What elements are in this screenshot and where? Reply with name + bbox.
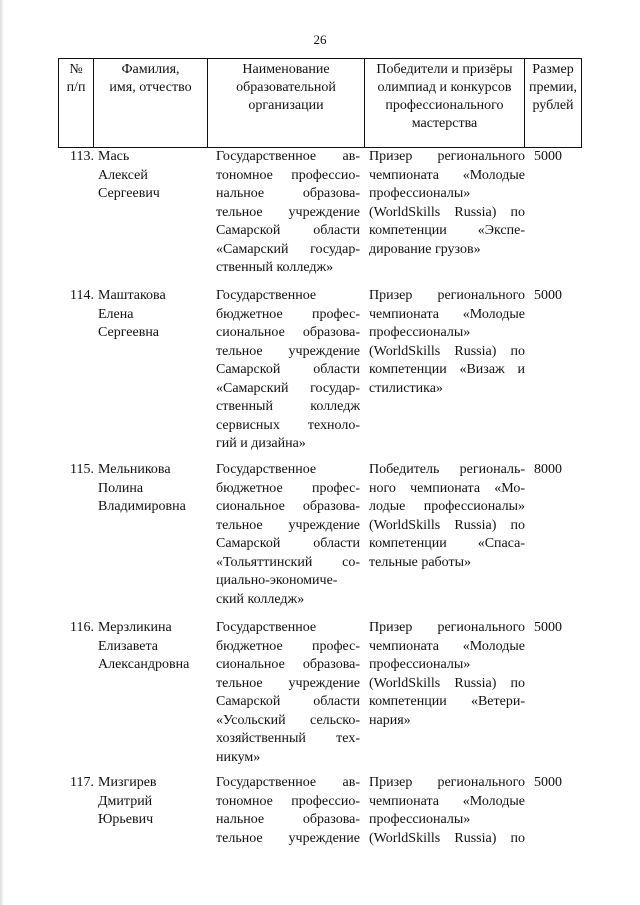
entry-award-line: чемпионата «Молодые xyxy=(369,306,525,322)
entry-number: 114. xyxy=(70,288,94,303)
entry-number: 115. xyxy=(70,462,94,477)
entry-number: 117. xyxy=(70,775,94,790)
entry-award xyxy=(369,461,525,572)
entry-award-line: профессионалы» xyxy=(369,325,471,340)
header-amount: Размер премии, рублей xyxy=(525,59,582,148)
entry-organization-line: сиональное образова- xyxy=(216,499,360,514)
page-number: 26 xyxy=(313,32,327,47)
entry-organization-line: ский колледж» xyxy=(216,591,305,607)
entry-award-line: (WorldSkills Russia) по xyxy=(369,675,525,691)
entry-organization-line: бюджетное профес- xyxy=(216,306,360,322)
name-line: Сергеевич xyxy=(98,186,160,201)
entry-organization-line: сиональное образова- xyxy=(216,657,360,672)
entry-amount: 5000 xyxy=(534,288,562,303)
entry-organization-line: ственный колледж» xyxy=(216,260,334,275)
entry-number: 113. xyxy=(70,149,94,164)
name-line: Сергеевна xyxy=(98,325,160,340)
entry-organization-line: Государственное xyxy=(216,288,317,303)
entry-organization-line: Самарской области xyxy=(216,536,360,551)
entry-organization-line: «Самарский государ- xyxy=(216,380,360,396)
entry-organization-line: Государственное xyxy=(216,620,317,635)
entry-organization xyxy=(216,287,360,454)
entry-organization xyxy=(216,774,360,848)
entry-award-line: чемпионата «Молодые xyxy=(369,167,525,183)
entry-name xyxy=(98,619,208,675)
entry-award-line: Призер регионального xyxy=(369,149,525,164)
name-line: Полина xyxy=(98,480,144,496)
entry-organization-line: тельное учреждение xyxy=(216,830,360,846)
name-line: Александровна xyxy=(98,657,190,672)
entry-name xyxy=(98,774,208,830)
name-line: Елизавета xyxy=(98,638,159,654)
entry-organization-line: «Тольяттинский со- xyxy=(216,554,360,570)
entry-organization xyxy=(216,619,360,767)
entry-number: 116. xyxy=(70,620,94,635)
entry-award-line: компетенции «Ветери- xyxy=(369,694,525,709)
entry-award-line: Призер регионального xyxy=(369,775,525,790)
entry-award-line: ного чемпионата «Мо- xyxy=(369,480,525,496)
entry-organization-line: Самарской области xyxy=(216,694,360,709)
scan-edge xyxy=(0,0,4,905)
entry-award-line: компетенции «Визаж и xyxy=(369,362,525,377)
entry-organization-line: нальное образова- xyxy=(216,812,360,827)
entry-organization-line: бюджетное профес- xyxy=(216,480,360,496)
entry-award xyxy=(369,148,525,259)
entry-award xyxy=(369,619,525,730)
name-line: Мельникова xyxy=(98,462,171,477)
name-line: Мизгирев xyxy=(98,775,157,790)
entry-organization-line: тельное учреждение xyxy=(216,675,360,691)
entry-name xyxy=(98,148,208,204)
entry-award-line: (WorldSkills Russia) по xyxy=(369,204,525,220)
entry-award-line: тельные работы» xyxy=(369,554,471,570)
entry-organization-line: тономное профессио- xyxy=(216,793,360,809)
entry-award xyxy=(369,287,525,398)
entry-organization-line: сиональное образова- xyxy=(216,325,360,340)
entry-organization-line: ственный колледж xyxy=(216,399,360,414)
entry-organization-line: тельное учреждение xyxy=(216,343,360,359)
entry-award-line: компетенции «Спаса- xyxy=(369,536,525,551)
entry-award xyxy=(369,774,525,848)
entry-organization-line: циально-экономиче- xyxy=(216,573,338,588)
header-organization: Наименование образовательной организации xyxy=(208,59,365,148)
header-number: № п/п xyxy=(59,59,94,148)
name-line: Алексей xyxy=(98,167,148,183)
entry-organization-line: тельное учреждение xyxy=(216,517,360,533)
table-header xyxy=(58,58,582,148)
entry-award-line: (WorldSkills Russia) по xyxy=(369,517,525,533)
entry-organization-line: Государственное ав- xyxy=(216,149,360,164)
entry-organization-line: сервисных техноло- xyxy=(216,417,360,433)
entry-organization-line: Государственное ав- xyxy=(216,775,360,790)
entry-name xyxy=(98,461,208,517)
name-line: Маштакова xyxy=(98,288,166,303)
entry-organization-line: «Самарский государ- xyxy=(216,241,360,257)
name-line: Мерзликина xyxy=(98,620,172,635)
header-winners: Победители и призёры олимпиад и конкурсов профессионального мастерства xyxy=(365,59,525,148)
name-line: Мась xyxy=(98,149,130,164)
entry-amount: 5000 xyxy=(534,775,562,790)
entry-award-line: (WorldSkills Russia) по xyxy=(369,830,525,846)
entry-award-line: нария» xyxy=(369,712,411,728)
entry-organization xyxy=(216,461,360,609)
entry-organization xyxy=(216,148,360,278)
entry-award-line: профессионалы» xyxy=(369,812,471,827)
header-name: Фамилия, имя, отчество xyxy=(94,59,208,148)
entry-award-line: профессионалы» xyxy=(369,186,471,201)
entry-award-line: лодые профессионалы» xyxy=(369,499,525,514)
entry-organization-line: Самарской области xyxy=(216,362,360,377)
entry-amount: 5000 xyxy=(534,620,562,635)
entry-award-line: чемпионата «Молодые xyxy=(369,793,525,809)
entry-organization-line: «Усольский сельско- xyxy=(216,712,360,728)
entry-award-line: Призер регионального xyxy=(369,620,525,635)
entry-award-line: Победитель региональ- xyxy=(369,462,525,477)
entry-award-line: (WorldSkills Russia) по xyxy=(369,343,525,359)
entry-organization-line: тельное учреждение xyxy=(216,204,360,220)
name-line: Владимировна xyxy=(98,499,186,514)
entry-organization-line: бюджетное профес- xyxy=(216,638,360,654)
entry-organization-line: тономное профессио- xyxy=(216,167,360,183)
entry-amount: 5000 xyxy=(534,149,562,164)
entry-organization-line: хозяйственный тех- xyxy=(216,731,360,746)
name-line: Дмитрий xyxy=(98,793,153,809)
entry-organization-line: гий и дизайна» xyxy=(216,436,306,451)
name-line: Елена xyxy=(98,306,134,322)
entry-award-line: компетенции «Экспе- xyxy=(369,223,525,238)
entry-organization-line: Государственное xyxy=(216,462,317,477)
entry-name xyxy=(98,287,208,343)
entry-award-line: профессионалы» xyxy=(369,657,471,672)
entry-award-line: дирование грузов» xyxy=(369,241,481,257)
entry-award-line: Призер регионального xyxy=(369,288,525,303)
entry-organization-line: никум» xyxy=(216,749,261,765)
entry-award-line: чемпионата «Молодые xyxy=(369,638,525,654)
entry-amount: 8000 xyxy=(534,462,562,477)
entry-organization-line: нальное образова- xyxy=(216,186,360,201)
entry-organization-line: Самарской области xyxy=(216,223,360,238)
name-line: Юрьевич xyxy=(98,812,154,827)
entry-award-line: стилистика» xyxy=(369,380,443,396)
